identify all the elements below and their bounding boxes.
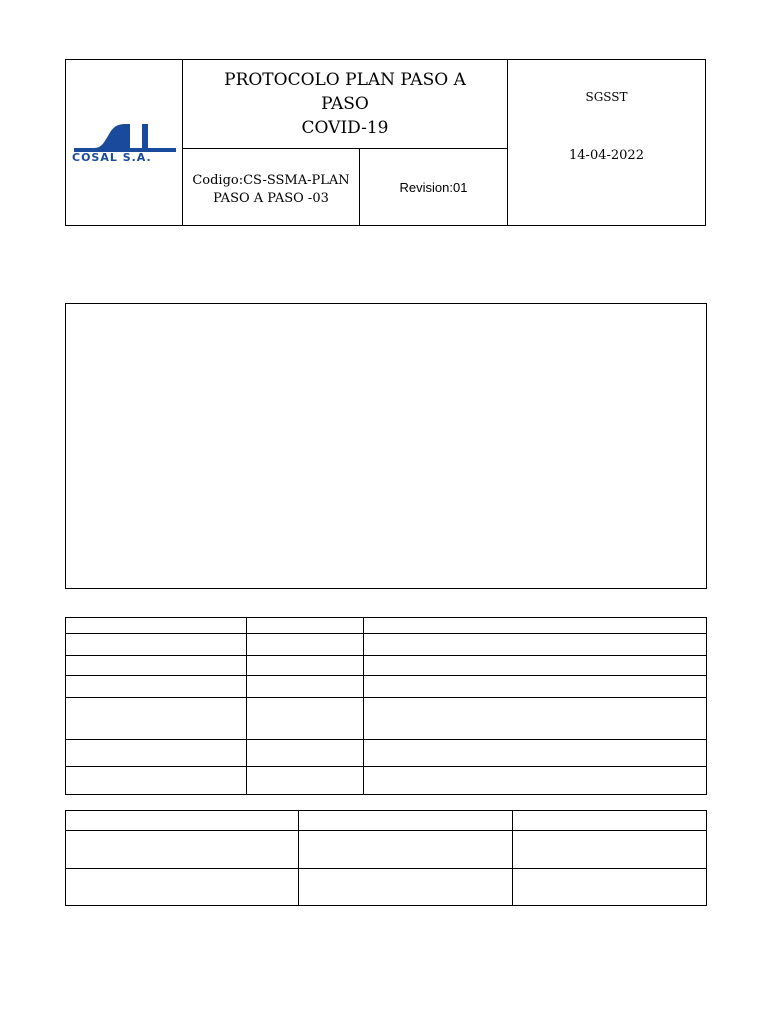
content-box [65,303,707,589]
company-name: COSAL S.A. [72,151,152,164]
system-date-cell [508,60,705,225]
document-code-line2: PASO A PASO -03 [213,191,329,206]
table-cell [66,618,247,634]
table-cell [513,811,707,831]
table-cell [363,740,706,767]
table-row [66,831,707,869]
table-row [66,656,707,676]
table-cell [363,618,706,634]
table-cell [246,740,363,767]
document-header-table [65,59,706,226]
table-row [66,676,707,698]
table-row [66,740,707,767]
revision-cell [360,149,508,225]
table-cell [66,831,299,869]
table-row [66,618,707,634]
table-cell [66,656,247,676]
table-cell [298,811,513,831]
table-cell [66,740,247,767]
table-cell [513,831,707,869]
table-cell [246,618,363,634]
table-row [66,698,707,740]
table-row [66,634,707,656]
table-cell [246,634,363,656]
table-cell [66,869,299,906]
code-cell [183,149,360,225]
table-cell [66,811,299,831]
document-title-line2: COVID-19 [301,118,389,138]
table-cell [66,676,247,698]
table-row [66,811,707,831]
document-code-line1: Codigo:CS-SSMA-PLAN [192,173,350,188]
document-date: 14-04-2022 [569,148,644,163]
table-cell [363,676,706,698]
table-row [66,869,707,906]
system-label: SGSST [585,90,628,104]
table-cell [246,698,363,740]
table-cell [513,869,707,906]
revision-label: Revision:01 [399,179,468,195]
table-cell [363,656,706,676]
table-cell [298,869,513,906]
table-cell [66,767,247,795]
logo-cell [66,60,183,225]
table-cell [246,656,363,676]
title-cell [183,60,508,149]
table-cell [246,767,363,795]
table-cell [66,634,247,656]
table-row [66,767,707,795]
table-1 [65,617,707,795]
company-logo-icon [72,118,178,152]
table-cell [66,698,247,740]
table-2 [65,810,707,906]
table-cell [363,767,706,795]
table-cell [363,634,706,656]
table-cell [363,698,706,740]
table-cell [246,676,363,698]
document-title-line1: PROTOCOLO PLAN PASO A PASO [224,70,466,114]
table-cell [298,831,513,869]
